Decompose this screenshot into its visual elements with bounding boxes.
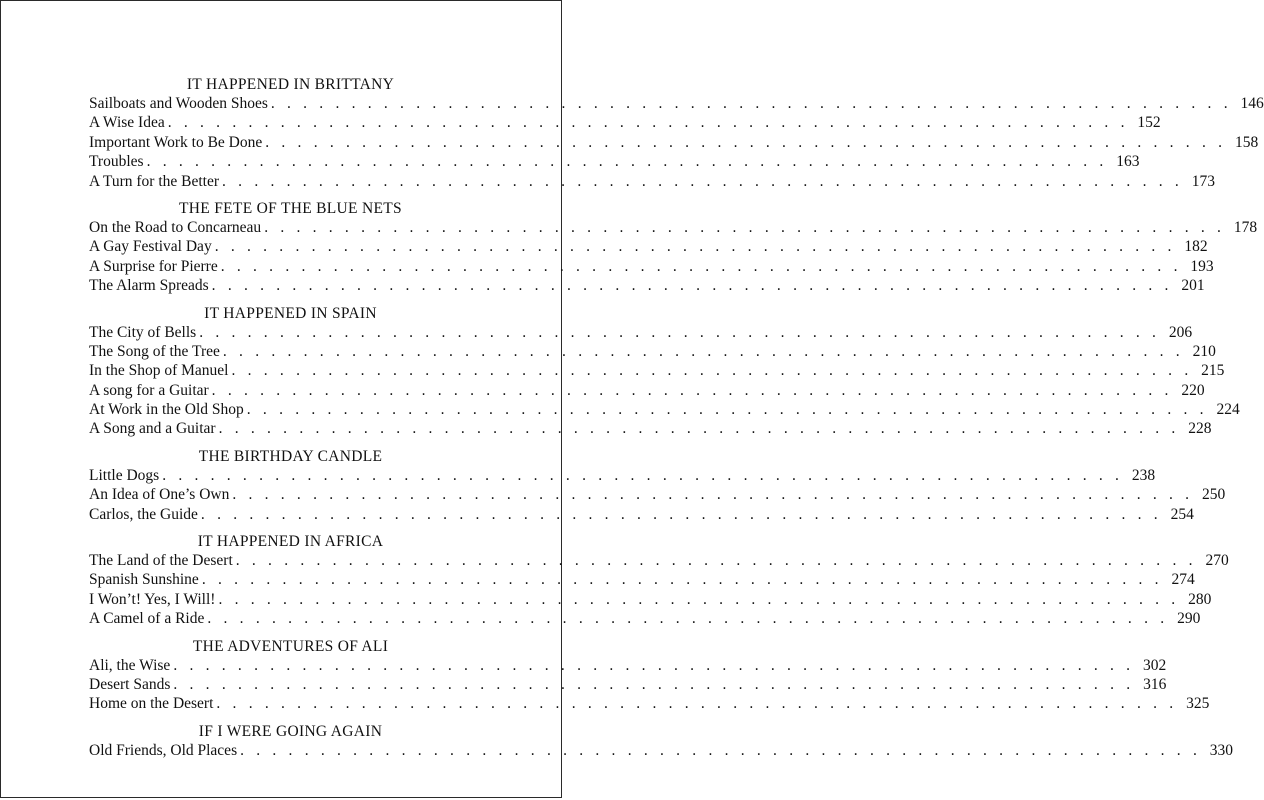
- entry-title: Home on the Desert: [89, 695, 214, 713]
- toc-entry: [89, 172, 1215, 191]
- toc-entry: [89, 694, 1210, 713]
- dot-leader: . . . . . . . . . . . . . . . . . . . . . . . . . . . . . . . . . . . . . . . . . . . . . . . . . . . . . . . . . . . .: [270, 95, 1232, 112]
- toc-entry: [89, 218, 1258, 237]
- table-of-contents: [89, 75, 1264, 768]
- toc-entry: [89, 94, 1264, 113]
- toc-entry: [89, 466, 1156, 485]
- page-number: 193: [1190, 257, 1214, 275]
- entry-title: The Alarm Spreads: [89, 277, 209, 295]
- toc-entry: [89, 113, 1161, 132]
- dot-leader: . . . . . . . . . . . . . . . . . . . . . . . . . . . . . . . . . . . . . . . . . . . . . . . . . . . . . . . . . . . .: [211, 277, 1173, 295]
- page-number: 274: [1171, 571, 1195, 589]
- page-number: 146: [1240, 95, 1264, 112]
- toc-entry: [89, 609, 1201, 628]
- toc-section: [89, 637, 1210, 714]
- dot-leader: . . . . . . . . . . . . . . . . . . . . . . . . . . . . . . . . . . . . . . . . . . . . . . . . . . . . . . . . . . . .: [218, 590, 1180, 608]
- toc-entry: [89, 505, 1194, 524]
- dot-leader: . . . . . . . . . . . . . . . . . . . . . . . . . . . . . . . . . . . . . . . . . . . . . . . . . . . . . . . . . . . .: [199, 323, 1161, 341]
- toc-entry: [89, 152, 1140, 171]
- section-title: THE FETE OF THE BLUE NETS: [179, 199, 402, 217]
- section-title: THE ADVENTURES OF ALI: [192, 637, 389, 655]
- dot-leader: . . . . . . . . . . . . . . . . . . . . . . . . . . . . . . . . . . . . . . . . . . . . . . . . . . . . . . . . . . . .: [264, 218, 1226, 236]
- section-title: IT HAPPENED IN SPAIN: [204, 304, 377, 322]
- toc-entry: [89, 590, 1212, 609]
- page-number: 228: [1188, 420, 1212, 438]
- entry-title: A Surprise for Pierre: [89, 257, 218, 275]
- entry-title: The Song of the Tree: [89, 342, 220, 360]
- dot-leader: . . . . . . . . . . . . . . . . . . . . . . . . . . . . . . . . . . . . . . . . . . . . . . . . . . . . . . . . . . . .: [235, 552, 1197, 570]
- entry-title: Carlos, the Guide: [89, 505, 198, 523]
- dot-leader: . . . . . . . . . . . . . . . . . . . . . . . . . . . . . . . . . . . . . . . . . . . . . . . . . . . . . . . . . . . .: [173, 675, 1135, 693]
- toc-entry: [89, 741, 1234, 760]
- section-title: IF I WERE GOING AGAIN: [198, 722, 383, 740]
- dot-leader: . . . . . . . . . . . . . . . . . . . . . . . . . . . . . . . . . . . . . . . . . . . . . . . . . . . . . . . . . . . .: [167, 114, 1129, 132]
- entry-title: Ali, the Wise: [89, 656, 171, 674]
- toc-entry: [89, 323, 1193, 342]
- toc-section: [89, 75, 1264, 191]
- page-number: 182: [1184, 238, 1208, 256]
- dot-leader: . . . . . . . . . . . . . . . . . . . . . . . . . . . . . . . . . . . . . . . . . . . . . . . . . . . . . . . . . . . .: [240, 741, 1202, 759]
- toc-entry: [89, 485, 1226, 504]
- entry-title: On the Road to Concarneau: [89, 218, 262, 236]
- toc-section: [89, 199, 1258, 296]
- page-number: 316: [1143, 675, 1167, 693]
- entry-title: A Turn for the Better: [89, 172, 220, 190]
- dot-leader: . . . . . . . . . . . . . . . . . . . . . . . . . . . . . . . . . . . . . . . . . . . . . . . . . . . . . . . . . . . .: [218, 420, 1180, 438]
- entry-title: A Wise Idea: [89, 114, 165, 132]
- entry-title: An Idea of One’s Own: [89, 486, 230, 504]
- page-number: 173: [1191, 172, 1215, 190]
- entry-title: In the Shop of Manuel: [89, 362, 229, 380]
- dot-leader: . . . . . . . . . . . . . . . . . . . . . . . . . . . . . . . . . . . . . . . . . . . . . . . . . . . . . . . . . . . .: [222, 172, 1183, 190]
- toc-entry: [89, 551, 1229, 570]
- dot-leader: . . . . . . . . . . . . . . . . . . . . . . . . . . . . . . . . . . . . . . . . . . . . . . . . . . . . . . . . . . . .: [231, 362, 1193, 380]
- toc-entry: [89, 342, 1216, 361]
- page-number: 201: [1181, 277, 1205, 295]
- toc-entry: [89, 257, 1214, 276]
- page-number: 290: [1177, 610, 1201, 628]
- toc-entry: [89, 381, 1205, 400]
- entry-title: Little Dogs: [89, 466, 160, 484]
- dot-leader: . . . . . . . . . . . . . . . . . . . . . . . . . . . . . . . . . . . . . . . . . . . . . . . . . . . . . . . . . . . .: [220, 257, 1182, 275]
- page-number: 280: [1188, 590, 1212, 608]
- page-number: 270: [1205, 552, 1229, 570]
- entry-title: A Song and a Guitar: [89, 420, 216, 438]
- toc-section: [89, 722, 1234, 760]
- toc-section: [89, 532, 1229, 629]
- page-number: 158: [1234, 133, 1259, 151]
- entry-title: Sailboats and Wooden Shoes: [89, 95, 268, 112]
- dot-leader: . . . . . . . . . . . . . . . . . . . . . . . . . . . . . . . . . . . . . . . . . . . . . . . . . . . . . . . . . . . .: [222, 342, 1184, 360]
- dot-leader: . . . . . . . . . . . . . . . . . . . . . . . . . . . . . . . . . . . . . . . . . . . . . . . . . . . . . . . . . . . .: [200, 505, 1162, 523]
- entry-title: Old Friends, Old Places: [89, 741, 238, 759]
- toc-section: [89, 304, 1240, 439]
- dot-leader: . . . . . . . . . . . . . . . . . . . . . . . . . . . . . . . . . . . . . . . . . . . . . . . . . . . . . . . . . . . .: [162, 466, 1124, 484]
- entry-title: A Gay Festival Day: [89, 238, 212, 256]
- entry-title: Important Work to Be Done: [89, 133, 263, 151]
- page-number: 210: [1192, 342, 1216, 360]
- page-number: 325: [1186, 695, 1210, 713]
- entry-title: Spanish Sunshine: [89, 571, 199, 589]
- toc-entry: [89, 133, 1259, 152]
- entry-title: I Won’t! Yes, I Will!: [89, 590, 216, 608]
- page-number: 224: [1216, 401, 1240, 419]
- page-number: 206: [1168, 323, 1193, 341]
- page-number: 178: [1233, 218, 1258, 236]
- toc-entry: [89, 656, 1167, 675]
- entry-title: A song for a Guitar: [89, 381, 209, 399]
- dot-leader: . . . . . . . . . . . . . . . . . . . . . . . . . . . . . . . . . . . . . . . . . . . . . . . . . . . . . . . . . . . .: [207, 610, 1169, 628]
- dot-leader: . . . . . . . . . . . . . . . . . . . . . . . . . . . . . . . . . . . . . . . . . . . . . . . . . . . . . . . . . . . .: [173, 656, 1135, 674]
- section-title: THE BIRTHDAY CANDLE: [198, 447, 383, 465]
- dot-leader: . . . . . . . . . . . . . . . . . . . . . . . . . . . . . . . . . . . . . . . . . . . . . . . . . . . . . . . . . . . .: [146, 153, 1108, 171]
- section-title: IT HAPPENED IN AFRICA: [197, 533, 384, 551]
- entry-title: Troubles: [89, 153, 144, 171]
- toc-section: [89, 447, 1226, 524]
- toc-entry: [89, 237, 1208, 256]
- page-number: 215: [1201, 362, 1225, 380]
- dot-leader: . . . . . . . . . . . . . . . . . . . . . . . . . . . . . . . . . . . . . . . . . . . . . . . . . . . . . . . . . . . .: [246, 401, 1208, 419]
- dot-leader: . . . . . . . . . . . . . . . . . . . . . . . . . . . . . . . . . . . . . . . . . . . . . . . . . . . . . . . . . . . .: [214, 238, 1176, 256]
- page-number: 163: [1116, 153, 1140, 171]
- entry-title: The City of Bells: [89, 323, 197, 341]
- toc-entry: [89, 400, 1240, 419]
- page-number: 330: [1209, 741, 1234, 759]
- dot-leader: . . . . . . . . . . . . . . . . . . . . . . . . . . . . . . . . . . . . . . . . . . . . . . . . . . . . . . . . . . . .: [216, 695, 1178, 713]
- entry-title: Desert Sands: [89, 675, 171, 693]
- dot-leader: . . . . . . . . . . . . . . . . . . . . . . . . . . . . . . . . . . . . . . . . . . . . . . . . . . . . . . . . . . . .: [232, 486, 1194, 504]
- entry-title: A Camel of a Ride: [89, 610, 205, 628]
- page-number: 254: [1170, 505, 1194, 523]
- dot-leader: . . . . . . . . . . . . . . . . . . . . . . . . . . . . . . . . . . . . . . . . . . . . . . . . . . . . . . . . . . . .: [201, 571, 1163, 589]
- page-number: 250: [1202, 486, 1226, 504]
- page-number: 302: [1143, 656, 1167, 674]
- page-number: 238: [1131, 466, 1156, 484]
- toc-entry: [89, 419, 1212, 438]
- dot-leader: . . . . . . . . . . . . . . . . . . . . . . . . . . . . . . . . . . . . . . . . . . . . . . . . . . . . . . . . . . . .: [265, 133, 1227, 151]
- toc-entry: [89, 276, 1205, 295]
- page-number: 220: [1181, 381, 1205, 399]
- entry-title: The Land of the Desert: [89, 552, 233, 570]
- toc-entry: [89, 361, 1225, 380]
- section-title: IT HAPPENED IN BRITTANY: [186, 76, 395, 93]
- entry-title: At Work in the Old Shop: [89, 401, 244, 419]
- page-number: 152: [1137, 114, 1161, 132]
- toc-entry: [89, 675, 1167, 694]
- dot-leader: . . . . . . . . . . . . . . . . . . . . . . . . . . . . . . . . . . . . . . . . . . . . . . . . . . . . . . . . . . . .: [211, 381, 1173, 399]
- toc-entry: [89, 570, 1195, 589]
